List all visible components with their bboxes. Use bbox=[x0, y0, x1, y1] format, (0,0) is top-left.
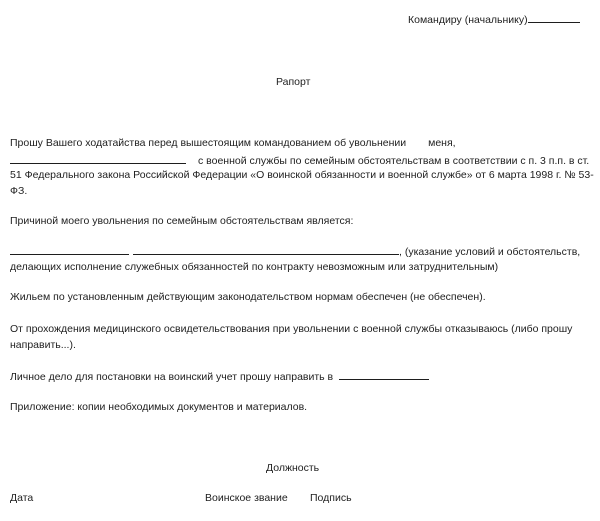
request-line-2-text: с военной службы по семейным обстоятельствам в соответствии с п. 3 п.п. в ст. bbox=[198, 155, 590, 167]
request-line-1-tail: меня, bbox=[428, 137, 456, 149]
addressee-label: Командиру (начальнику) bbox=[408, 14, 528, 26]
personal-file-text: Личное дело для постановки на воинский учет прошу направить в bbox=[10, 371, 334, 383]
personal-file-blank[interactable] bbox=[339, 370, 429, 380]
medical-line-1: От прохождения медицинского освидетельствования при увольнении с военной службы отказываюсь (либо прошу bbox=[10, 323, 573, 335]
attachment-text: Приложение: копии необходимых документов и материалов. bbox=[10, 401, 308, 413]
reason-blank-1[interactable] bbox=[10, 245, 129, 255]
addressee-line bbox=[408, 13, 580, 27]
request-line-1 bbox=[10, 137, 456, 150]
date-label: Дата bbox=[10, 492, 34, 504]
request-line-4: ФЗ. bbox=[10, 185, 28, 197]
medical-line-2: направить...). bbox=[10, 339, 76, 351]
reason-heading: Причиной моего увольнения по семейным обстоятельствам является: bbox=[10, 215, 354, 227]
signature-label: Подпись bbox=[310, 492, 352, 504]
personal-file-line bbox=[10, 370, 429, 384]
reason-line-2: делающих исполнение служебных обязанностей по контракту невозможным или затруднительным) bbox=[10, 261, 499, 273]
request-line-1-text: Прошу Вашего ходатайства перед вышестоящим командованием об увольнении bbox=[10, 137, 407, 149]
name-blank[interactable] bbox=[10, 154, 186, 164]
housing-text: Жильем по установленным действующим законодательством нормам обеспечен (не обеспечен). bbox=[10, 291, 486, 303]
reason-line-1-suffix: , (указание условий и обстоятельств, bbox=[399, 246, 581, 258]
request-line-3: 51 Федерального закона Российской Федерации «О воинской обязанности и военной службе» от 6 марта 1998 г. № 53- bbox=[10, 169, 594, 181]
reason-blank-2[interactable] bbox=[133, 245, 399, 255]
document-title: Рапорт bbox=[276, 76, 311, 88]
reason-line-1 bbox=[10, 245, 580, 259]
request-line-2 bbox=[10, 154, 589, 168]
position-label: Должность bbox=[266, 462, 320, 474]
addressee-blank[interactable] bbox=[528, 13, 580, 23]
rank-label: Воинское звание bbox=[205, 492, 288, 504]
